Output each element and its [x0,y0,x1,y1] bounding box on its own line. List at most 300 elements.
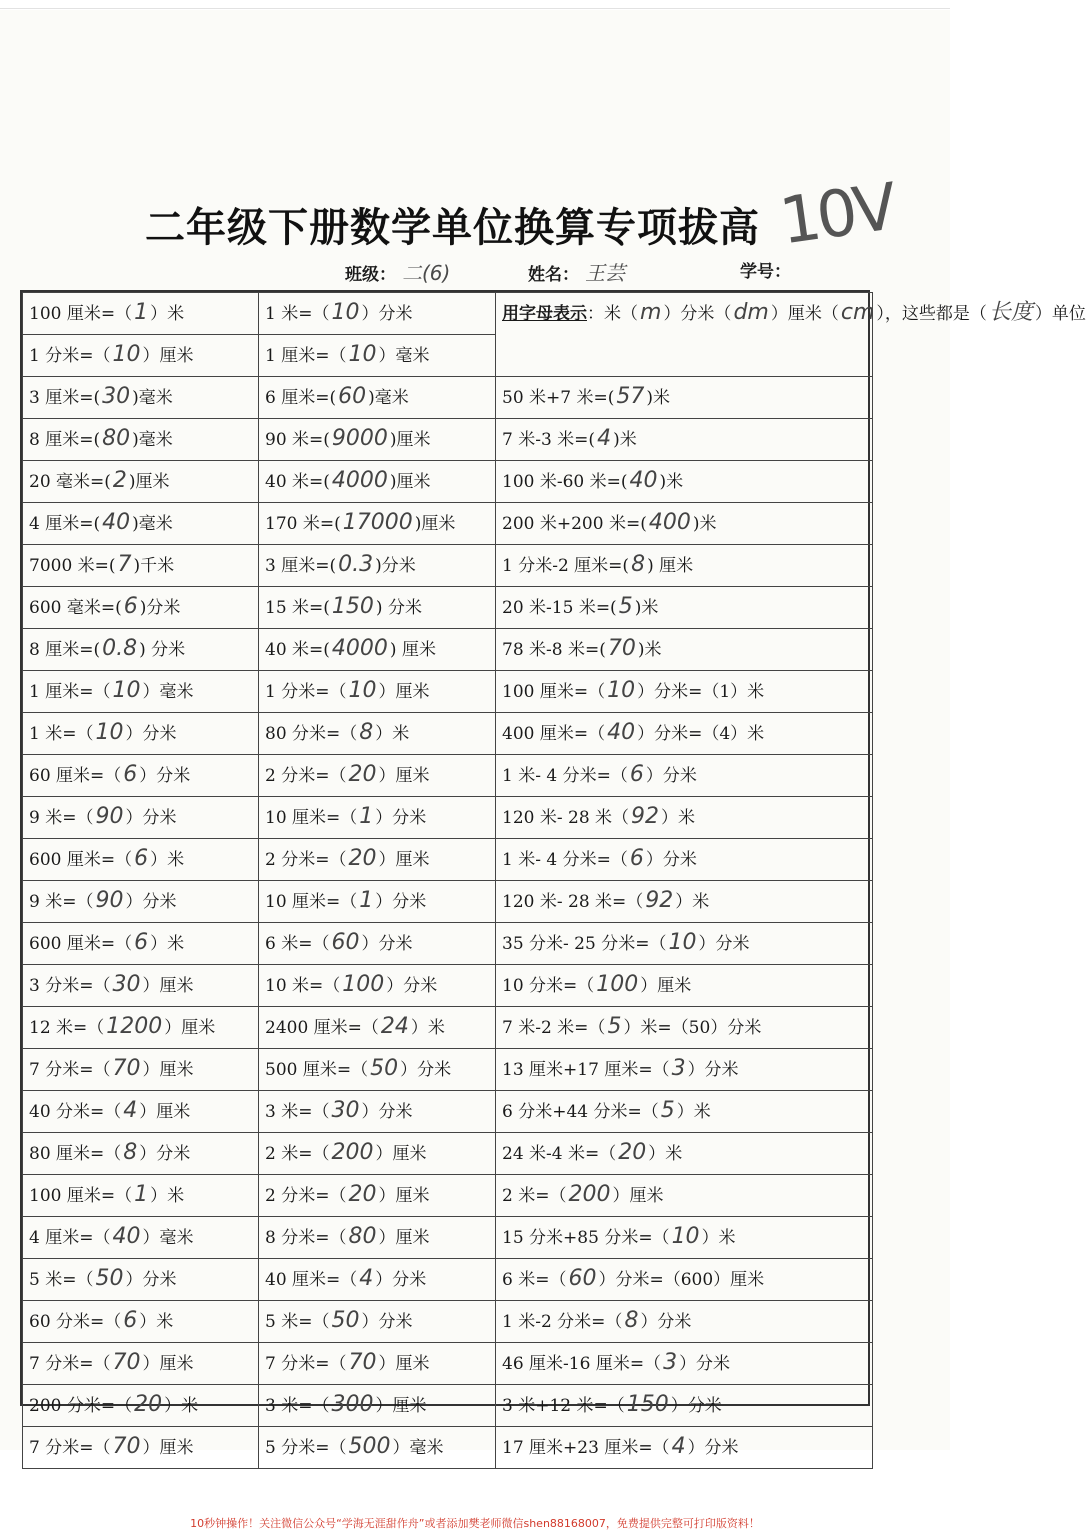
unit-text: ）厘米 [142,1060,194,1080]
handwritten-answer: 92 [631,804,660,829]
handwritten-answer: 10 [668,930,697,955]
exercise-cell [496,671,873,713]
unit-text: ）分米 [645,850,697,870]
intro-cell [496,293,1086,377]
exercise-cell [496,1049,873,1091]
question-text: 5 分米=（ [265,1438,347,1458]
question-text: 200 米+200 米=( [502,514,647,534]
unit-text: ）分米 [139,1144,191,1164]
handwritten-answer: 90 [95,888,124,913]
exercise-cell [23,335,259,377]
exercise-cell [496,881,873,923]
table-row [23,671,873,713]
unit-text: ）厘米 [378,1186,430,1206]
handwritten-answer: 80 [102,426,131,451]
question-text: 6 分米+44 分米=（ [502,1102,659,1122]
unit-text: ）分米 [400,1060,452,1080]
question-text: 100 厘米=（ [502,682,606,702]
unit-text: ）厘米 [378,1354,430,1374]
handwritten-answer: 400 [648,510,691,535]
question-text: 1 厘米=（ [265,346,347,366]
exercise-cell [23,293,259,335]
unit-text: ）分米 [125,724,177,744]
intro-answer: dm [733,300,769,325]
exercise-cell [23,713,259,755]
unit-text: ）米 [676,1102,711,1122]
top-divider [0,8,950,9]
exercise-cell [259,1049,496,1091]
handwritten-answer: 8 [631,552,646,577]
question-text: 90 米=( [265,430,330,450]
handwritten-answer: 0.8 [102,636,138,661]
exercise-cell [496,755,873,797]
handwritten-answer: 200 [568,1182,611,1207]
handwritten-answer: 10 [112,678,141,703]
question-text: 60 分米=（ [29,1312,122,1332]
question-text: 10 厘米=（ [265,892,358,912]
question-text: 2400 厘米=（ [265,1018,379,1038]
question-text: 600 毫米=( [29,598,122,618]
handwritten-answer: 70 [607,636,636,661]
handwritten-answer: 40 [629,468,658,493]
handwritten-answer: 60 [568,1266,597,1291]
unit-text: ）米 [164,1396,199,1416]
unit-text: ）厘米 [640,976,692,996]
exercise-cell [23,1091,259,1133]
handwritten-answer: 17000 [342,510,413,535]
exercise-cell [496,377,873,419]
table-row [23,797,873,839]
unit-text: ）分米=（600）厘米 [598,1270,765,1290]
exercise-cell [23,377,259,419]
unit-text: )米 [659,472,684,492]
exercise-cell [496,503,873,545]
unit-text: )毫米 [132,430,173,450]
name-field [528,257,627,286]
question-text: 10 米=（ [265,976,341,996]
exercise-cell [23,461,259,503]
question-text: 12 米=（ [29,1018,105,1038]
question-text: 100 厘米=（ [29,1186,133,1206]
handwritten-answer: 20 [348,846,377,871]
id-field [740,257,791,282]
name-value: 王芸 [585,261,625,285]
exercise-cell [23,797,259,839]
handwritten-answer: 10 [671,1224,700,1249]
unit-text: ）米 [150,1186,185,1206]
unit-text: ）米 [410,1018,445,1038]
unit-text: ）厘米 [375,1144,427,1164]
handwritten-answer: 0.3 [338,552,374,577]
table-row [23,377,873,419]
exercise-cell [496,797,873,839]
question-text: 20 毫米=( [29,472,111,492]
exercise-cell [23,1259,259,1301]
handwritten-answer: 60 [338,384,367,409]
table-row [23,1007,873,1049]
unit-text: ）分米 [125,808,177,828]
exercise-cell [496,965,873,1007]
exercise-cell [496,1091,873,1133]
unit-text: ）分米 [125,892,177,912]
question-text: 15 分米+85 分米=（ [502,1228,670,1248]
table-row [23,1217,873,1259]
unit-text: ）分米 [679,1354,731,1374]
unit-text: ）厘米 [378,766,430,786]
question-text: 500 厘米=（ [265,1060,369,1080]
table-row [23,1301,873,1343]
exercise-cell [259,377,496,419]
score-mark: 10V [775,170,898,260]
exercise-cell [23,419,259,461]
unit-text: )米 [634,598,659,618]
unit-text: )厘米 [389,472,431,492]
question-text: 7 分米=（ [29,1438,111,1458]
exercise-cell [496,1343,873,1385]
handwritten-answer: 5 [660,1098,675,1123]
exercise-cell [496,461,873,503]
question-text: 17 厘米+23 厘米=（ [502,1438,670,1458]
question-text: 35 分米- 25 分米=（ [502,934,667,954]
exercise-cell [259,545,496,587]
handwritten-answer: 57 [616,384,645,409]
unit-text: )厘米 [389,430,431,450]
unit-text: ）分米 [375,892,427,912]
table-row [23,1175,873,1217]
unit-text: ）分米=（4）米 [637,724,765,744]
unit-text: ）米 [701,1228,736,1248]
handwritten-answer: 500 [348,1434,391,1459]
table-row [23,587,873,629]
exercise-cell [23,545,259,587]
table-row [23,545,873,587]
question-text: 4 厘米=( [29,514,101,534]
question-text: 1 米=（ [265,304,330,324]
table-row [23,1049,873,1091]
unit-text: ）毫米 [378,346,430,366]
table-row [23,503,873,545]
question-text: 8 厘米=( [29,640,101,660]
question-text: 100 厘米=（ [29,304,133,324]
question-text: 3 米+12 米=（ [502,1396,625,1416]
question-text: 5 米=（ [265,1312,330,1332]
handwritten-answer: 92 [645,888,674,913]
unit-text: ）厘米 [139,1102,191,1122]
exercise-cell [23,1133,259,1175]
exercise-cell [496,419,873,461]
unit-text: ）米 [150,934,185,954]
table-row [23,713,873,755]
question-text: 15 米=( [265,598,330,618]
question-text: 3 米=（ [265,1396,330,1416]
exercise-cell [259,629,496,671]
intro-text: ），这些都是（ [876,304,987,324]
exercise-cell [23,923,259,965]
unit-text: ）厘米 [142,1438,194,1458]
handwritten-answer: 4 [123,1098,138,1123]
unit-text: ) 厘米 [389,640,436,660]
handwritten-answer: 10 [331,300,360,325]
table-row [23,1091,873,1133]
exercise-cell [496,1133,873,1175]
question-text: 8 厘米=( [29,430,101,450]
exercise-cell [23,629,259,671]
exercise-cell [259,587,496,629]
handwritten-answer: 1 [134,300,149,325]
question-text: 3 米=（ [265,1102,330,1122]
table-row [23,839,873,881]
handwritten-answer: 70 [112,1056,141,1081]
handwritten-answer: 70 [348,1350,377,1375]
exercise-cell [259,1175,496,1217]
question-text: 50 米+7 米=( [502,388,615,408]
exercise-cell [259,1385,496,1427]
question-text: 6 米=（ [502,1270,567,1290]
exercise-cell [259,1091,496,1133]
unit-text: ）分米 [687,1438,739,1458]
unit-text: ）厘米 [612,1186,664,1206]
exercise-cell [496,1007,873,1049]
handwritten-answer: 40 [102,510,131,535]
handwritten-answer: 1 [359,888,374,913]
question-text: 400 厘米=（ [502,724,606,744]
unit-text: ）厘米 [378,850,430,870]
handwritten-answer: 10 [607,678,636,703]
intro-text: ）单位 [1034,304,1086,324]
question-text: 46 厘米-16 厘米=（ [502,1354,662,1374]
table-row [23,629,873,671]
unit-text: ）厘米 [375,1396,427,1416]
question-text: 7 米-2 米=（ [502,1018,606,1038]
table-row [23,1385,873,1427]
question-text: 24 米-4 米=（ [502,1144,617,1164]
intro-answer: m [640,300,662,325]
question-text: 3 厘米=( [29,388,101,408]
unit-text: ）分米 [375,1270,427,1290]
exercise-cell [496,545,873,587]
handwritten-answer: 2 [112,468,127,493]
question-text: 2 米=（ [502,1186,567,1206]
question-text: 20 米-15 米=( [502,598,617,618]
table-row [23,1343,873,1385]
unit-text: ）分米 [139,766,191,786]
question-text: 78 米-8 米=( [502,640,606,660]
unit-text: )毫米 [132,388,173,408]
handwritten-answer: 7 [117,552,132,577]
handwritten-answer: 10 [95,720,124,745]
handwritten-answer: 6 [629,762,644,787]
exercise-cell [259,755,496,797]
handwritten-answer: 40 [607,720,636,745]
question-text: 2 分米=（ [265,1186,347,1206]
question-text: 600 厘米=（ [29,850,133,870]
handwritten-answer: 150 [626,1392,669,1417]
id-label: 学号： [740,262,791,282]
exercise-cell [259,1259,496,1301]
question-text: 60 厘米=（ [29,766,122,786]
question-text: 10 分米=（ [502,976,595,996]
unit-text: ）米 [675,892,710,912]
unit-text: ）米 [150,304,185,324]
handwritten-answer: 6 [123,1308,138,1333]
unit-text: )毫米 [368,388,409,408]
handwritten-answer: 8 [123,1140,138,1165]
exercise-cell [259,503,496,545]
class-label: 班级： [345,265,396,285]
table-row [23,755,873,797]
exercise-cell [23,1385,259,1427]
unit-text: ）厘米 [142,976,194,996]
unit-text: ）厘米 [142,1354,194,1374]
table-row [23,1133,873,1175]
exercise-cell [496,713,873,755]
exercise-cell [496,587,873,629]
unit-text: ）分米 [645,766,697,786]
unit-text: ）分米 [125,1270,177,1290]
exercise-cell [259,923,496,965]
question-text: 8 分米=（ [265,1228,347,1248]
question-text: 6 厘米=( [265,388,337,408]
unit-text: )米 [613,430,637,450]
unit-text: ）毫米 [142,682,194,702]
question-text: 1 分米=（ [29,346,111,366]
unit-text: ）米 [648,1144,683,1164]
handwritten-answer: 9000 [331,426,388,451]
question-text: 40 米=( [265,472,330,492]
handwritten-answer: 10 [348,342,377,367]
exercise-cell [496,923,873,965]
handwritten-answer: 5 [618,594,633,619]
handwritten-answer: 6 [134,846,149,871]
unit-text: ）米 [375,724,410,744]
exercise-cell [496,629,873,671]
handwritten-answer: 50 [331,1308,360,1333]
intro-answer: cm [840,300,875,325]
handwritten-answer: 40 [112,1224,141,1249]
unit-text: ）分米 [361,1312,413,1332]
exercise-cell [259,1217,496,1259]
question-text: 200 分米=（ [29,1396,133,1416]
exercise-cell [23,671,259,713]
unit-text: ）厘米 [164,1018,216,1038]
question-text: 2 分米=（ [265,850,347,870]
exercise-cell [23,503,259,545]
exercise-cell [23,1049,259,1091]
handwritten-answer: 24 [380,1014,409,1039]
exercise-cell [259,881,496,923]
handwritten-answer: 8 [359,720,374,745]
handwritten-answer: 3 [663,1350,678,1375]
unit-text: )厘米 [414,514,456,534]
unit-text: )分米 [375,556,416,576]
question-text: 1 分米-2 厘米=( [502,556,630,576]
unit-text: ）米 [139,1312,174,1332]
question-text: 10 厘米=（ [265,808,358,828]
exercise-cell [496,1259,873,1301]
unit-text: ）分米 [361,1102,413,1122]
unit-text: ）米 [661,808,696,828]
exercise-table [20,290,1086,1459]
handwritten-answer: 4 [597,426,612,451]
question-text: 170 米=( [265,514,341,534]
unit-text: ) 分米 [375,598,422,618]
question-text: 5 米=（ [29,1270,94,1290]
table-row [23,461,873,503]
question-text: 7 米-3 米=( [502,430,596,450]
question-text: 80 厘米=（ [29,1144,122,1164]
exercise-cell [23,587,259,629]
intro-text: ）分米（ [663,304,732,324]
question-text: 2 分米=（ [265,766,347,786]
handwritten-answer: 80 [348,1224,377,1249]
handwritten-answer: 6 [123,594,138,619]
unit-text: )米 [646,388,671,408]
unit-text: ）米=（50）分米 [623,1018,762,1038]
handwritten-answer: 3 [671,1056,686,1081]
question-text: 100 米-60 米=( [502,472,628,492]
unit-text: ）分米 [386,976,438,996]
handwritten-answer: 6 [134,930,149,955]
handwritten-answer: 50 [370,1056,399,1081]
handwritten-answer: 8 [624,1308,639,1333]
question-text: 600 厘米=（ [29,934,133,954]
handwritten-answer: 300 [331,1392,374,1417]
unit-text: ）分米 [670,1396,722,1416]
question-text: 7 分米=（ [29,1060,111,1080]
exercise-cell [259,839,496,881]
class-value: 二(6) [402,261,451,285]
question-text: 3 分米=（ [29,976,111,996]
handwritten-answer: 150 [331,594,374,619]
exercise-cell [496,1175,873,1217]
handwritten-answer: 90 [95,804,124,829]
exercise-cell [23,839,259,881]
unit-text: ) 厘米 [647,556,694,576]
question-text: 6 米=（ [265,934,330,954]
handwritten-answer: 10 [348,678,377,703]
exercise-cell [496,1217,873,1259]
question-text: 1 米=（ [29,724,94,744]
intro-answer: 长度 [988,300,1033,325]
question-text: 1 分米=（ [265,682,347,702]
handwritten-answer: 4 [359,1266,374,1291]
unit-text: ）厘米 [142,346,194,366]
question-text: 40 厘米=（ [265,1270,358,1290]
handwritten-answer: 100 [596,972,639,997]
name-label: 姓名： [528,265,579,285]
exercise-cell [496,839,873,881]
unit-text: )分米 [139,598,181,618]
question-text: 3 厘米=( [265,556,337,576]
handwritten-answer: 20 [348,1182,377,1207]
unit-text: ) 分米 [139,640,186,660]
handwritten-answer: 30 [331,1098,360,1123]
unit-text: ）毫米 [142,1228,194,1248]
class-field [345,257,452,286]
exercise-cell [23,1301,259,1343]
handwritten-answer: 70 [112,1434,141,1459]
exercise-cell [23,1175,259,1217]
question-text: 120 米- 28 米=（ [502,892,644,912]
footer-note: 10秒钟操作！关注微信公众号“学海无涯甜作舟”或者添加樊老师微信shen88168007，免费提供完整可打印版资料！ [190,1517,760,1530]
question-text: 80 分米=（ [265,724,358,744]
table-row [23,419,873,461]
question-text: 7 分米=（ [265,1354,347,1374]
intro-text: ）厘米（ [770,304,839,324]
handwritten-answer: 5 [607,1014,622,1039]
question-text: 1 米- 4 分米=（ [502,766,628,786]
handwritten-answer: 60 [331,930,360,955]
